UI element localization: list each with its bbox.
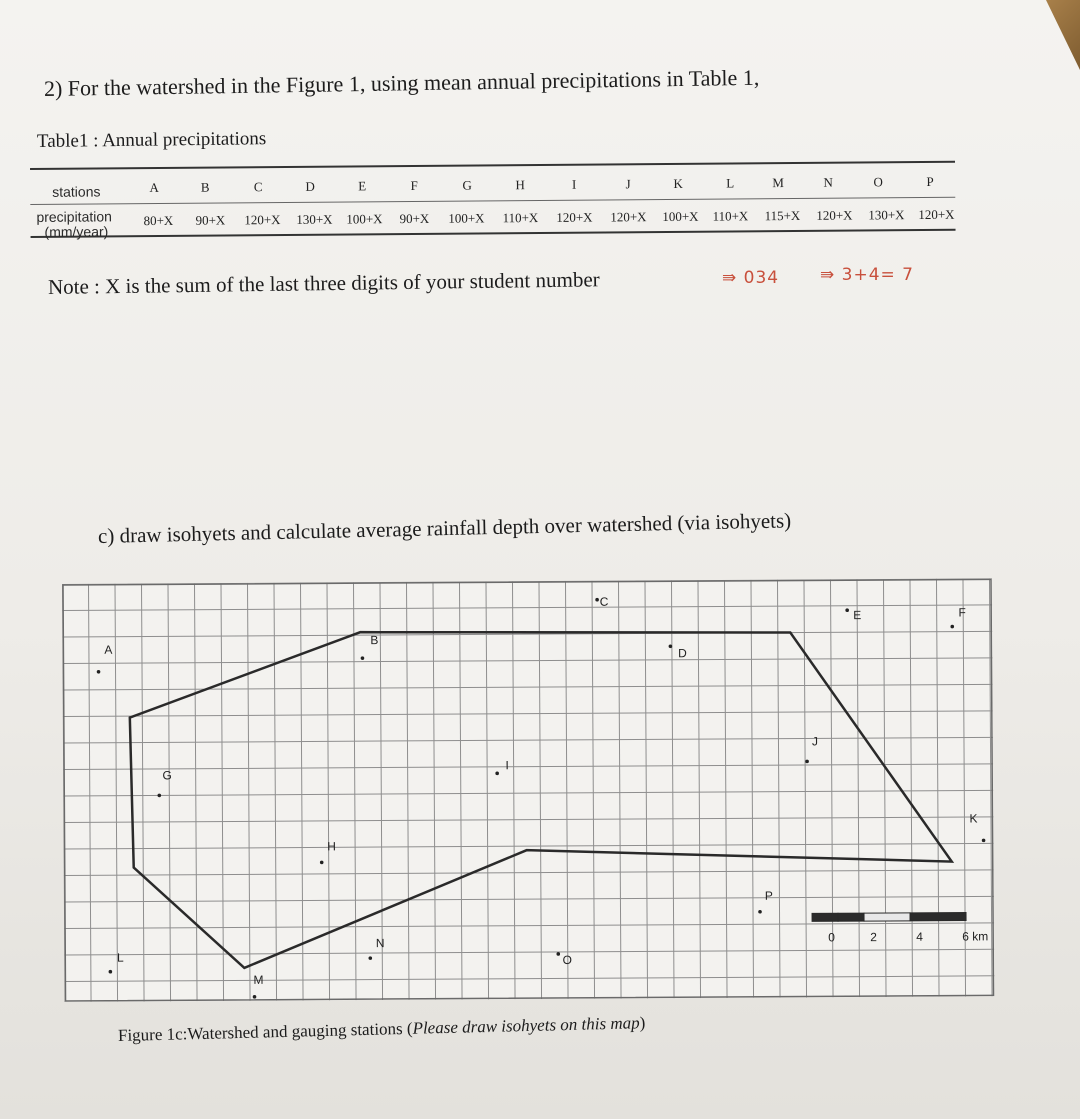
part-c-question: c) draw isohyets and calculate average rainfall depth over watershed (via isohyets)	[97, 508, 792, 548]
note-text: Note : X is the sum of the last three digits of your student number	[47, 267, 600, 299]
precipitation-table	[30, 159, 956, 238]
station-header-l: L	[726, 175, 735, 191]
scale-label-4: 6 km	[962, 929, 989, 944]
station-header-e: E	[358, 178, 367, 194]
handwritten-sum: ⇛ 3+4= 7	[820, 265, 914, 285]
precipitation-value-g: 100+X	[448, 210, 485, 226]
figure-caption-italic: Please draw isohyets on this map	[412, 1013, 640, 1038]
scale-label-2: 2	[870, 930, 877, 945]
precipitation-value-p: 120+X	[918, 206, 955, 223]
station-label-a: A	[104, 642, 113, 657]
station-marker-j	[805, 760, 809, 764]
station-marker-p	[758, 910, 762, 914]
precipitation-value-f: 90+X	[399, 210, 430, 227]
station-marker-k	[982, 839, 986, 843]
precipitation-value-i: 120+X	[556, 209, 593, 225]
station-marker-o	[556, 952, 560, 956]
station-header-p: P	[926, 173, 934, 189]
station-label-c: C	[599, 594, 609, 609]
station-header-c: C	[253, 179, 263, 195]
precipitation-value-e: 100+X	[346, 211, 383, 227]
station-header-g: G	[462, 177, 472, 193]
station-label-j: J	[811, 734, 819, 749]
station-marker-i	[495, 772, 499, 776]
station-marker-c	[595, 598, 599, 602]
station-header-o: O	[873, 174, 883, 190]
station-label-i: I	[505, 758, 509, 773]
scale-bar-segment-1	[812, 913, 838, 921]
station-label-o: O	[562, 952, 573, 967]
station-header-d: D	[305, 178, 315, 194]
figure-caption-suffix: )	[639, 1013, 646, 1033]
table-caption: Table1 : Annual precipitations	[36, 128, 267, 152]
precipitation-row-label: precipitation	[36, 208, 112, 225]
station-label-p: P	[764, 888, 773, 903]
precipitation-value-a: 80+X	[143, 212, 174, 229]
station-header-n: N	[823, 174, 833, 190]
station-header-b: B	[200, 179, 210, 195]
handwritten-student-number: ⇛ 034	[722, 268, 780, 288]
station-label-e: E	[853, 608, 862, 623]
scale-label-3: 4	[916, 929, 923, 944]
station-label-m: M	[253, 972, 264, 987]
precipitation-value-m: 115+X	[764, 207, 801, 224]
station-marker-e	[845, 608, 849, 612]
station-header-a: A	[149, 179, 159, 196]
station-label-g: G	[162, 768, 172, 783]
stations-row-label: stations	[52, 183, 101, 200]
station-label-k: K	[969, 811, 978, 826]
precipitation-value-o: 130+X	[868, 207, 905, 223]
station-label-f: F	[958, 605, 966, 620]
station-marker-f	[950, 625, 954, 629]
station-label-d: D	[678, 646, 687, 661]
station-marker-l	[109, 970, 113, 974]
station-marker-n	[368, 956, 372, 960]
question-title: 2) For the watershed in the Figure 1, using mean annual precipitations in Table 1,	[43, 64, 760, 101]
station-label-l: L	[116, 950, 124, 965]
station-header-h: H	[515, 177, 525, 193]
precipitation-unit-label: (mm/year)	[44, 223, 109, 240]
station-header-k: K	[673, 175, 683, 191]
station-label-h: H	[327, 839, 336, 854]
precipitation-value-h: 110+X	[502, 210, 539, 226]
station-header-j: J	[625, 176, 631, 192]
scale-label-1: 0	[828, 930, 835, 945]
station-marker-a	[97, 670, 101, 674]
precipitation-value-c: 120+X	[244, 212, 281, 228]
station-marker-g	[157, 794, 161, 798]
station-label-n: N	[375, 936, 385, 951]
precipitation-value-b: 90+X	[195, 212, 226, 228]
scale-bar-segment-2	[838, 913, 864, 921]
watershed-figure	[62, 578, 995, 1002]
precipitation-value-k: 100+X	[662, 208, 699, 225]
map-background	[62, 578, 995, 1002]
station-marker-b	[361, 656, 365, 660]
table-mid-rule	[30, 197, 955, 205]
station-header-f: F	[410, 177, 418, 194]
precipitation-value-d: 130+X	[296, 211, 333, 227]
station-header-i: I	[571, 176, 577, 192]
precipitation-value-n: 120+X	[816, 207, 853, 223]
station-marker-m	[253, 995, 257, 999]
station-marker-d	[669, 644, 673, 648]
watershed-map	[62, 578, 995, 1002]
station-marker-h	[320, 861, 324, 865]
station-header-m: M	[772, 175, 784, 191]
precipitation-value-j: 120+X	[610, 209, 647, 225]
precipitation-value-l: 110+X	[712, 208, 749, 224]
scale-bar-segment-4	[910, 912, 966, 920]
scale-bar-segment-3	[864, 913, 910, 921]
station-label-b: B	[370, 633, 379, 648]
figure-caption-prefix: Figure 1c:Watershed and gauging stations (	[117, 1018, 413, 1045]
